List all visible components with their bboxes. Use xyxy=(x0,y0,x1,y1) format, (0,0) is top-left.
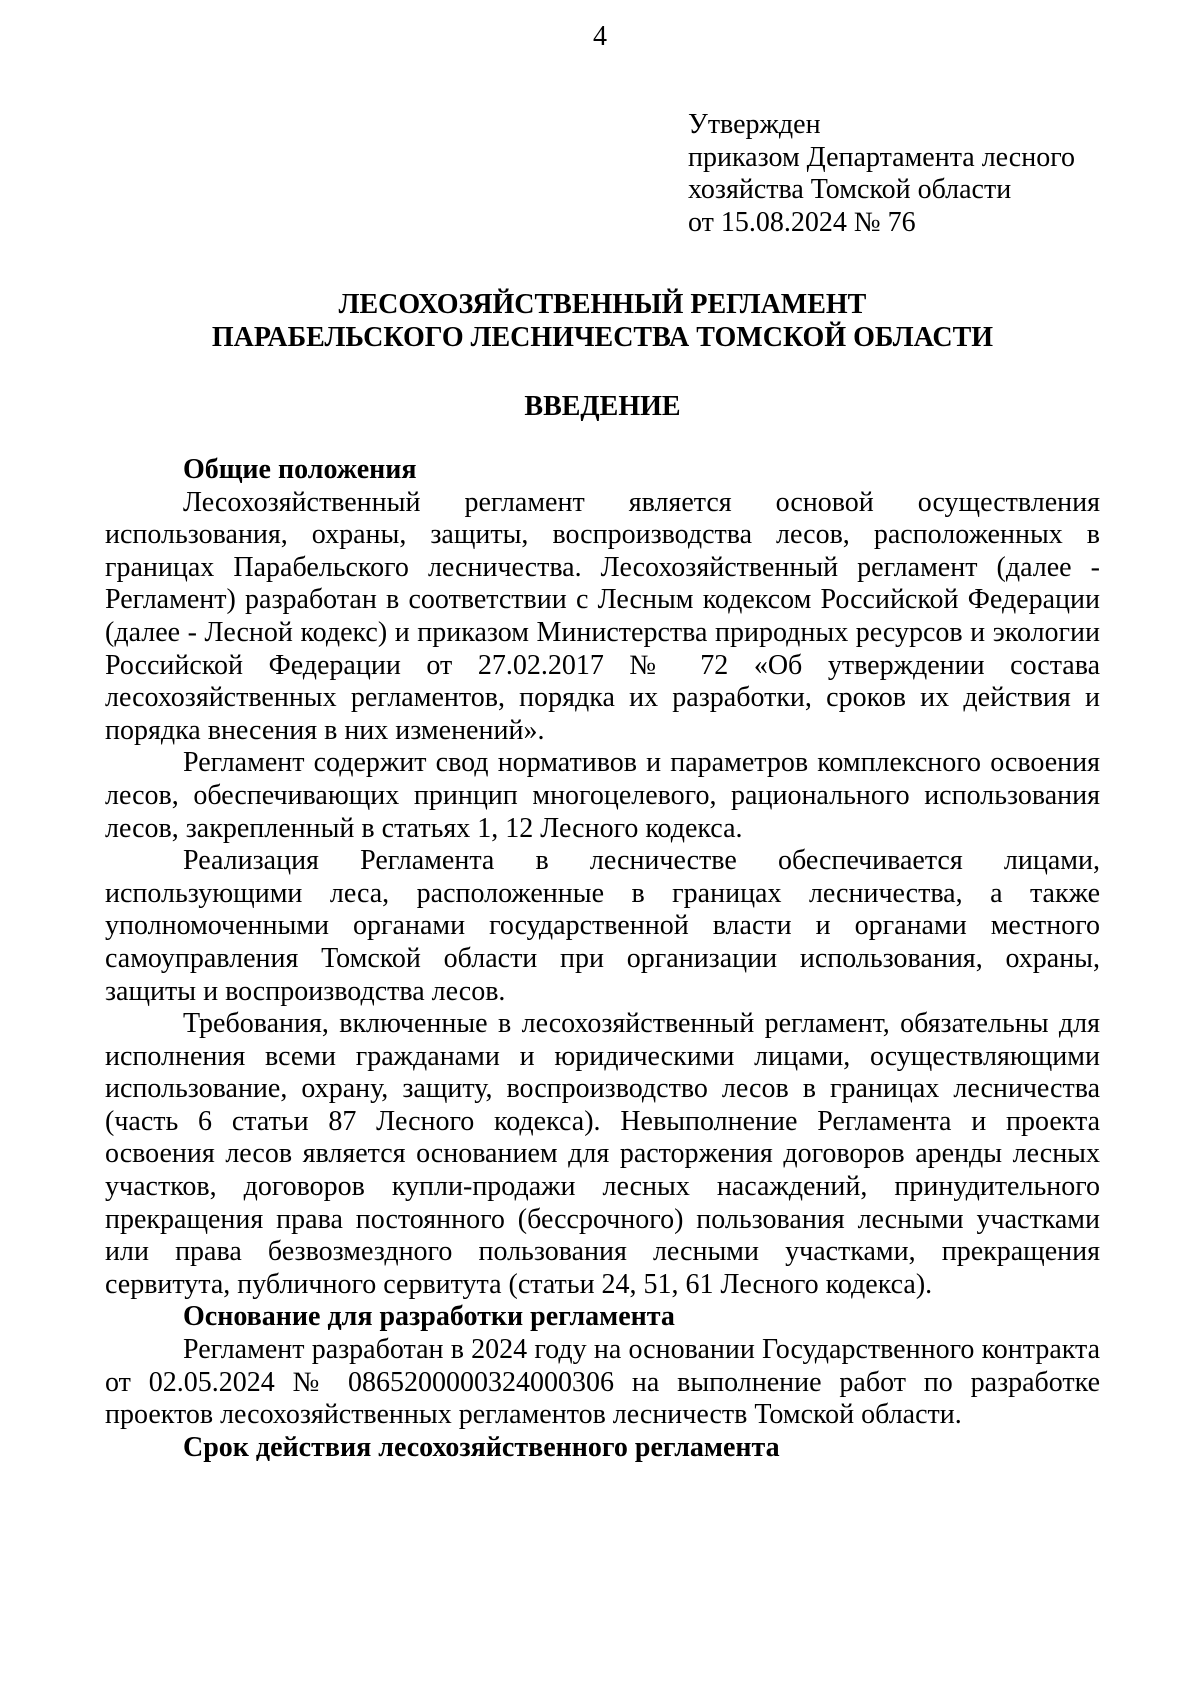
approval-line: Утвержден xyxy=(688,109,821,140)
paragraph: Лесохозяйственный регламент является основой осуществления использования, охраны, защиты, воспроизводства лесов, расположенных в границах Парабельского лесничества. Лесохозяйственный регламент (далее - Регламент) разработан в соответствии с Лесным кодексом Российской Федерации (далее - Лесной кодекс) и приказом Министерства природных ресурсов и экологии Российской Федерации от 27.02.2017 № 72 «Об утверждении состава лесохозяйственных регламентов, порядка их разработки, сроков их действия и порядка внесения в них изменений». xyxy=(105,486,1100,746)
document-title-line2: ПАРАБЕЛЬСКОГО ЛЕСНИЧЕСТВА ТОМСКОЙ ОБЛАСТИ xyxy=(211,321,994,353)
document-title-line1: ЛЕСОХОЗЯЙСТВЕННЫЙ РЕГЛАМЕНТ xyxy=(338,289,867,320)
paragraph: Регламент разработан в 2024 году на основании Государственного контракта от 02.05.2024 № 0865200000324000306 на выполнение работ по разработке проектов лесохозяйственных регламентов лесничеств Томской области. xyxy=(105,1334,1100,1431)
page-number: 4 xyxy=(593,21,607,52)
approval-line: от 15.08.2024 № 76 xyxy=(688,206,916,238)
document-body xyxy=(105,454,1100,1464)
approval-line: приказом Департамента лесного xyxy=(688,141,1076,173)
paragraph: Реализация Регламента в лесничестве обеспечивается лицами, использующими леса, расположенные в границах лесничества, а также уполномоченными органами государственной власти и органами местного самоуправления Томской области при организации использования, охраны, защиты и воспроизводства лесов. xyxy=(105,845,1100,1007)
subheading: Общие положения xyxy=(183,454,417,485)
subheading: Основание для разработки регламента xyxy=(183,1301,675,1333)
approval-line: хозяйства Томской области xyxy=(688,174,1012,206)
approval-block xyxy=(688,109,1075,239)
paragraph: Требования, включенные в лесохозяйственный регламент, обязательны для исполнения всеми гражданами и юридическими лицами, осуществляющими использование, охрану, защиту, воспроизводство лесов в границах лесничества (часть 6 статьи 87 Лесного кодекса). Невыполнение Регламента и проекта освоения лесов является основанием для расторжения договоров аренды лесных участков, договоров купли-продажи лесных насаждений, принудительного прекращения права постоянного (бессрочного) пользования лесными участками или права безвозмездного пользования лесными участками, прекращения сервитута, публичного сервитута (статьи 24, 51, 61 Лесного кодекса). xyxy=(105,1008,1100,1300)
section-heading: ВВЕДЕНИЕ xyxy=(524,391,681,422)
subheading: Срок действия лесохозяйственного регламента xyxy=(183,1431,780,1463)
paragraph: Регламент содержит свод нормативов и параметров комплексного освоения лесов, обеспечивающих принцип многоцелевого, рационального использования лесов, закрепленный в статьях 1, 12 Лесного кодекса. xyxy=(105,747,1100,844)
document-title xyxy=(105,289,1100,354)
